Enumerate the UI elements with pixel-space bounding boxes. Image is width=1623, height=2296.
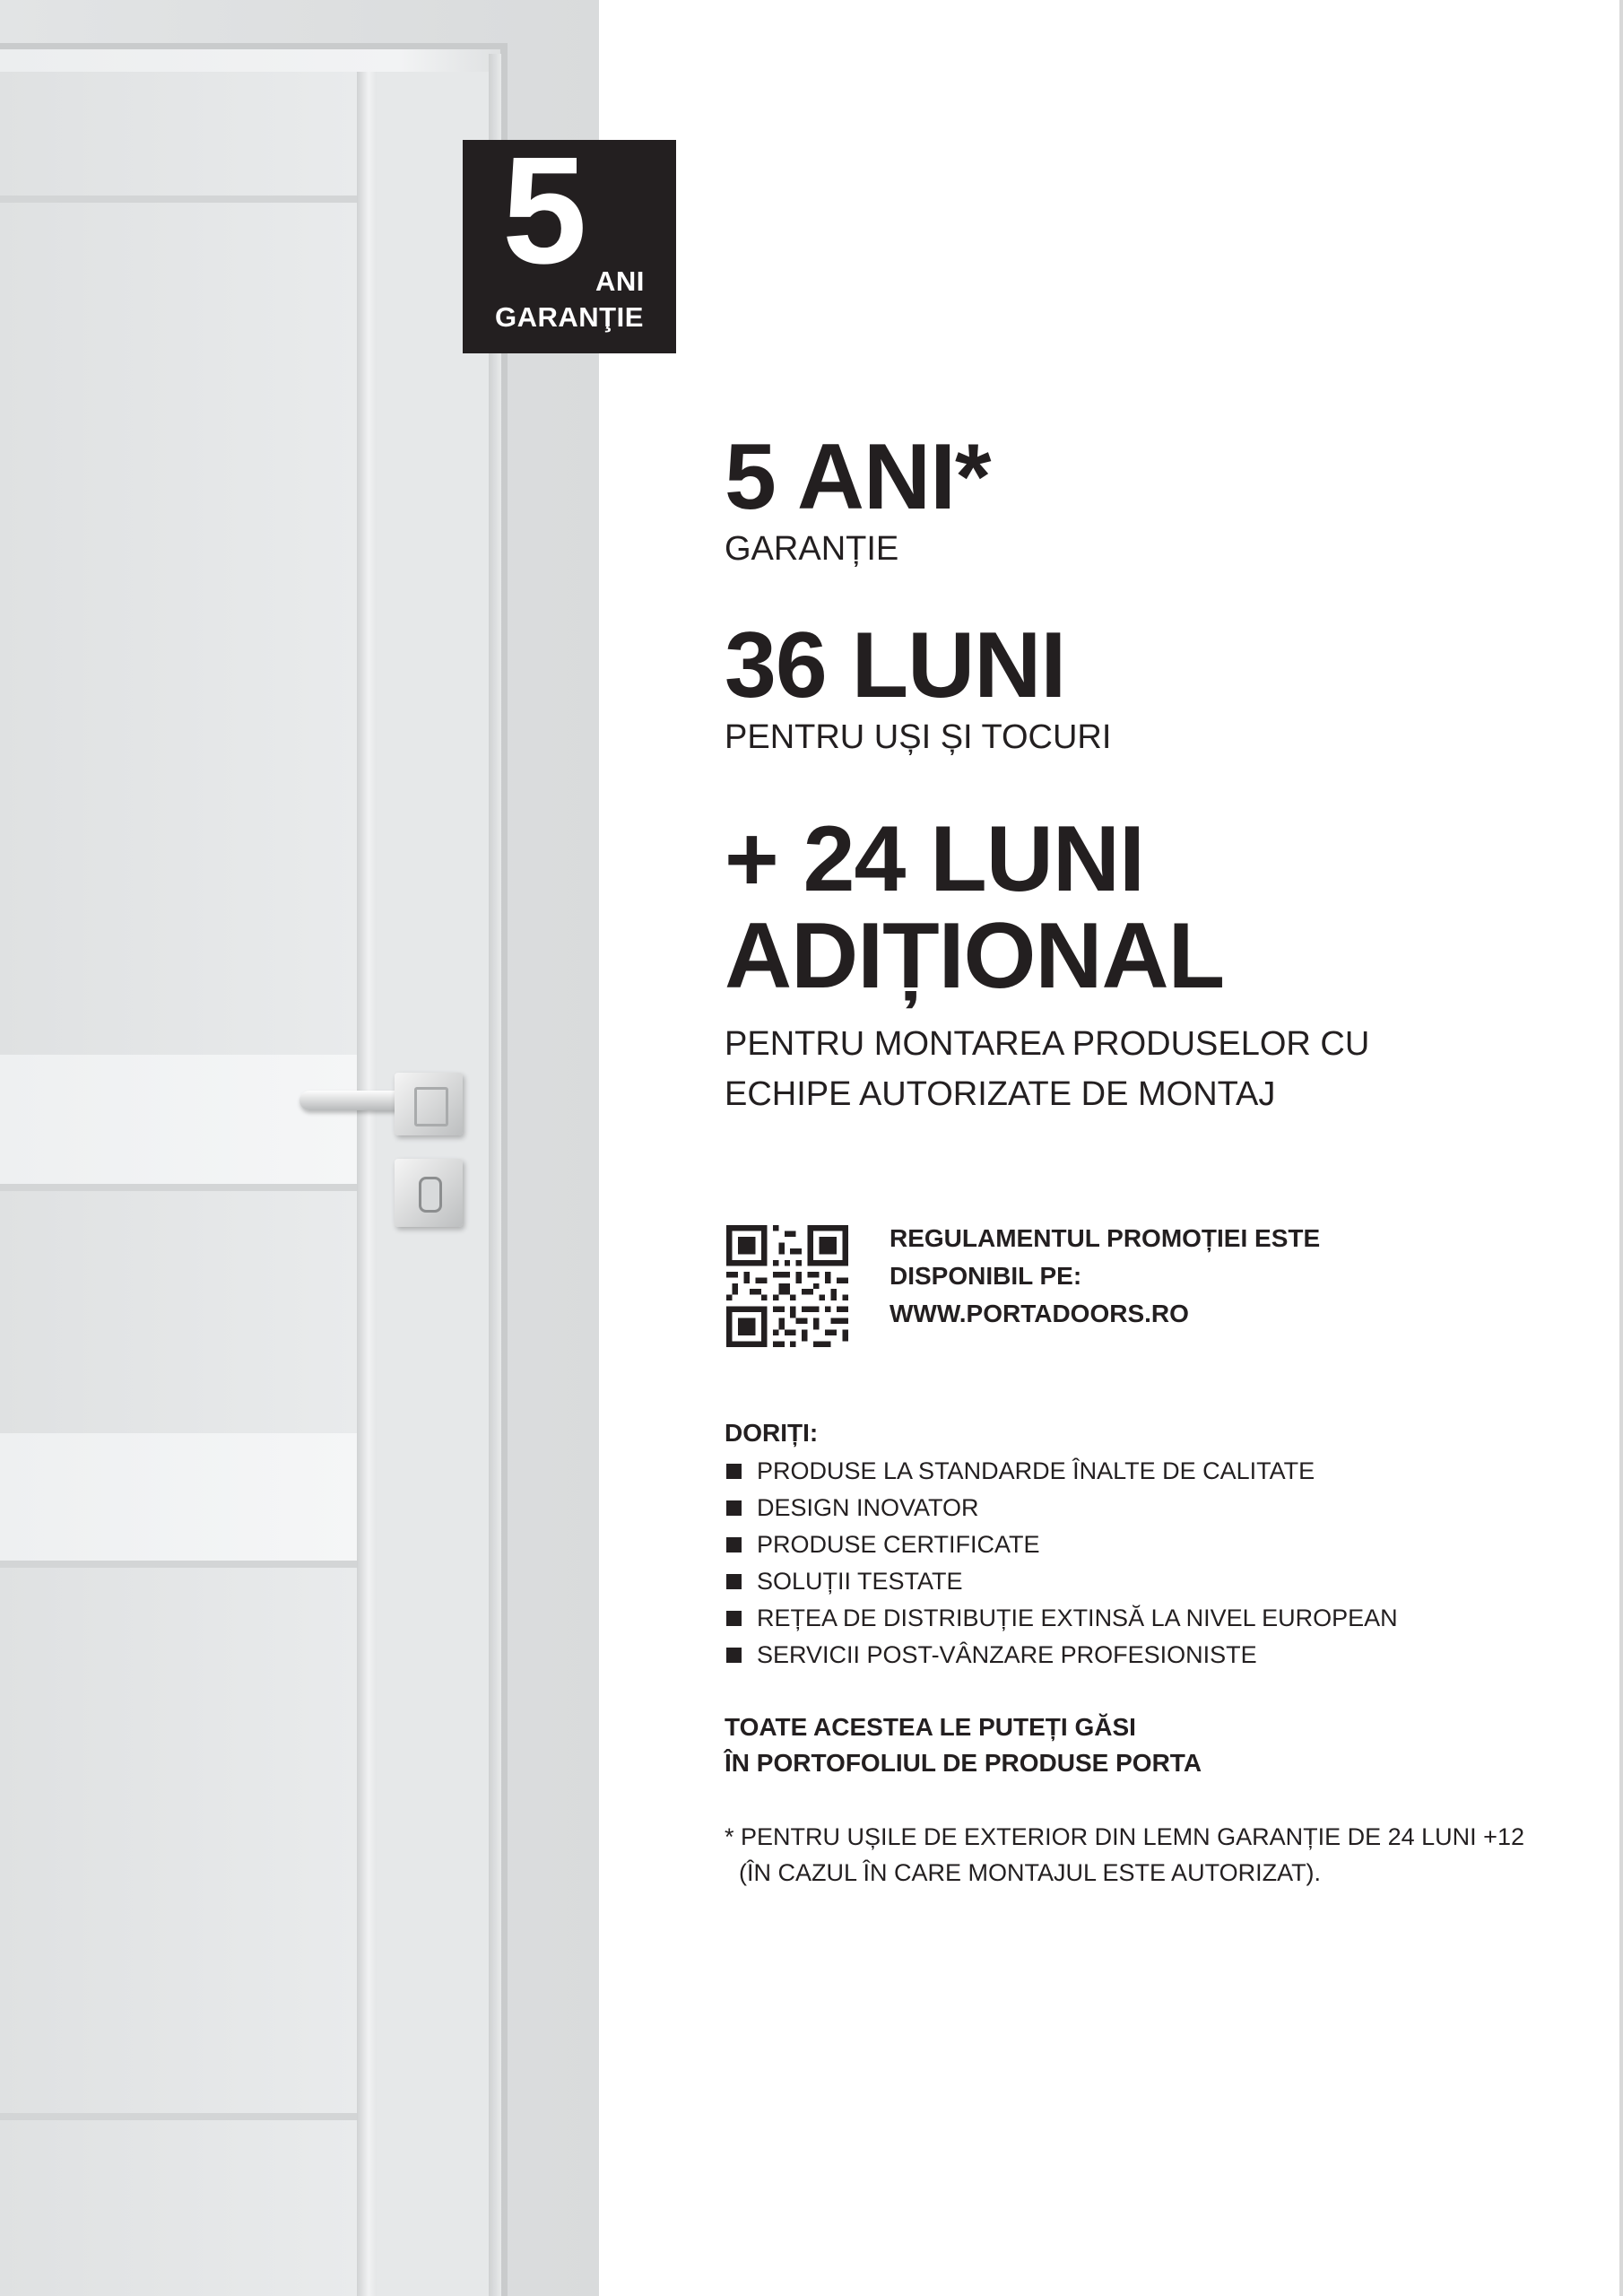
promo-line: DISPONIBIL PE: (890, 1262, 1082, 1290)
extra-subtitle-line2: ECHIPE AUTORIZATE DE MONTAJ (725, 1075, 1276, 1113)
list-item-text: SOLUȚII TESTATE (757, 1568, 963, 1595)
page-edge (1619, 0, 1623, 2296)
list-item-text: PRODUSE LA STANDARDE ÎNALTE DE CALITATE (757, 1457, 1315, 1484)
door-frame-edge (489, 54, 501, 2296)
door-panel (0, 1191, 357, 1433)
door-rail (0, 1561, 359, 1568)
door-handle-rose (395, 1073, 463, 1135)
door-panel (0, 2120, 357, 2296)
door-panel-light (0, 1433, 357, 1562)
benefits-title: DORIȚI: (725, 1419, 819, 1447)
badge-unit: ANI (595, 265, 645, 297)
list-item (725, 1490, 1398, 1526)
list-item (725, 1637, 1398, 1674)
promo-rules (890, 1220, 1320, 1333)
bullet-square-icon (726, 1537, 742, 1552)
list-item-text: REȚEA DE DISTRIBUȚIE EXTINSĂ LA NIVEL EUROPEAN (757, 1605, 1398, 1631)
door-panel (0, 1568, 357, 2115)
warranty-badge (463, 126, 676, 353)
years-title: 5 ANI* (725, 425, 991, 529)
door-rail (0, 1184, 359, 1191)
list-item-text: SERVICII POST-VÂNZARE PROFESIONISTE (757, 1641, 1257, 1668)
closing-line: TOATE ACESTEA LE PUTEȚI GĂSI (725, 1713, 1136, 1741)
door-panel-light (0, 1055, 357, 1186)
door-panel (0, 72, 357, 197)
extra-title-line2: ADIȚIONAL (725, 904, 1225, 1008)
list-item (725, 1563, 1398, 1600)
list-item (725, 1526, 1398, 1563)
bullet-square-icon (726, 1611, 742, 1626)
bullet-square-icon (726, 1500, 742, 1516)
footnote-line: * PENTRU UȘILE DE EXTERIOR DIN LEMN GARANȚIE DE 24 LUNI +12 (725, 1823, 1524, 1850)
months-title: 36 LUNI (725, 613, 1066, 718)
bullet-square-icon (726, 1464, 742, 1479)
closing-statement (725, 1709, 1202, 1781)
door-panel (0, 203, 357, 1055)
years-subtitle: GARANȚIE (725, 530, 899, 568)
footnote-line: (ÎN CAZUL ÎN CARE MONTAJUL ESTE AUTORIZAT). (739, 1859, 1322, 1886)
benefits-list (725, 1453, 1398, 1674)
extra-subtitle-line1: PENTRU MONTAREA PRODUSELOR CU (725, 1025, 1370, 1063)
closing-line: ÎN PORTOFOLIUL DE PRODUSE PORTA (725, 1749, 1202, 1777)
list-item-text: PRODUSE CERTIFICATE (757, 1531, 1040, 1558)
list-item (725, 1600, 1398, 1637)
list-item-text: DESIGN INOVATOR (757, 1494, 979, 1521)
promo-website-link[interactable]: WWW.PORTADOORS.RO (890, 1300, 1189, 1327)
list-item (725, 1453, 1398, 1490)
door-rail (0, 2113, 359, 2120)
badge-label: GARANŢIE (495, 301, 644, 333)
bullet-square-icon (726, 1574, 742, 1589)
footnote (725, 1819, 1524, 1891)
door-stile (357, 72, 377, 2296)
promo-line: REGULAMENTUL PROMOȚIEI ESTE (890, 1224, 1321, 1252)
bullet-square-icon (726, 1648, 742, 1663)
qr-code-icon[interactable] (725, 1225, 850, 1347)
extra-title-line1: + 24 LUNI (725, 807, 1144, 911)
months-subtitle: PENTRU UȘI ȘI TOCURI (725, 718, 1112, 756)
door-rail (0, 196, 359, 203)
door-key-escutcheon (395, 1159, 463, 1227)
badge-number: 5 (502, 126, 587, 296)
